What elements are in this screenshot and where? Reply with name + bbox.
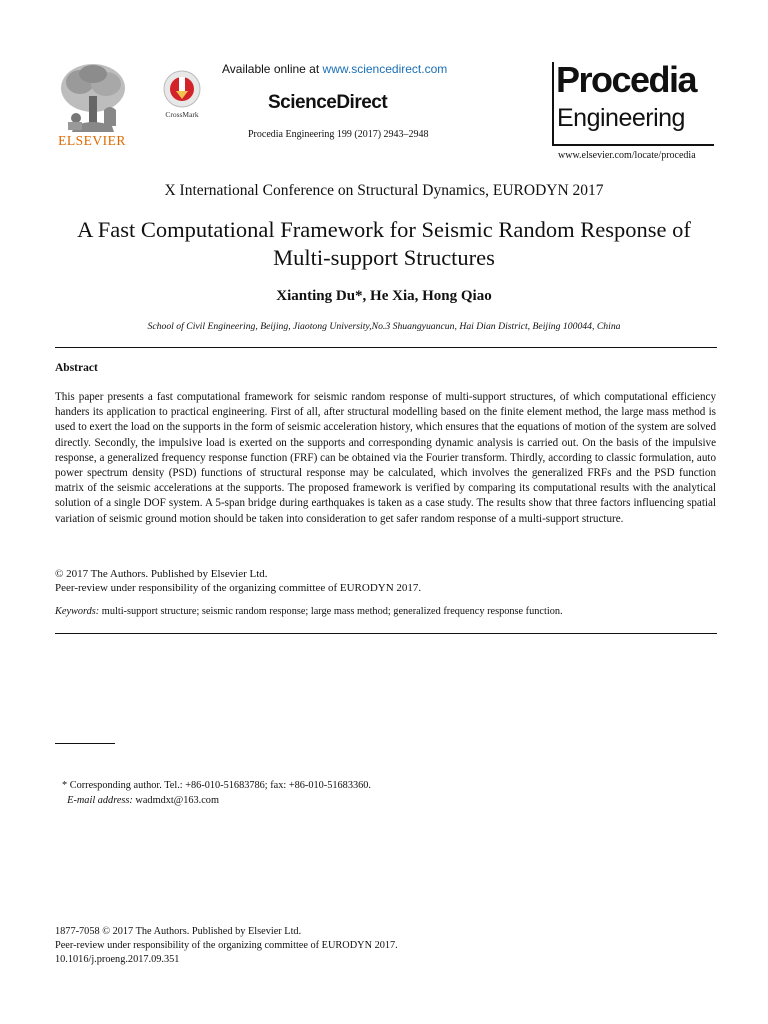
copyright-block	[55, 567, 421, 595]
sciencedirect-link[interactable]: www.sciencedirect.com	[322, 62, 448, 76]
keywords-label: Keywords:	[55, 606, 100, 617]
affiliation: School of Civil Engineering, Beijing, Jiaotong University,No.3 Shuangyuancun, Hai Dian District, Beijing 100044, China	[147, 321, 621, 332]
divider-top	[55, 347, 717, 348]
copyright-line-2: Peer-review under responsibility of the organizing committee of EURODYN 2017.	[55, 582, 422, 594]
journal-url[interactable]: www.elsevier.com/locate/procedia	[558, 150, 696, 161]
corresponding-contact: * Corresponding author. Tel.: +86-010-51683786; fax: +86-010-51683360.	[62, 780, 371, 791]
authors: Xianting Du*, He Xia, Hong Qiao	[276, 288, 492, 304]
available-online	[222, 62, 447, 76]
footnote-rule	[55, 743, 115, 744]
email-address[interactable]: wadmdxt@163.com	[132, 795, 219, 806]
conference-name: X International Conference on Structural Dynamics, EURODYN 2017	[164, 182, 604, 199]
crossmark-label: CrossMark	[165, 110, 199, 119]
crossmark-badge[interactable]	[160, 69, 204, 119]
peer-review-line: Peer-review under responsibility of the organizing committee of EURODYN 2017.	[55, 940, 398, 951]
keywords-text: multi-support structure; seismic random response; large mass method; generalized frequency response function.	[99, 606, 563, 617]
sciencedirect-logo: ScienceDirect	[268, 92, 388, 113]
abstract-body: This paper presents a fast computational framework for seismic random response of multi-support structures, of which computational efficiency handers its application to practical engineering. First of all, after structural modelling based on the finite element method, the large mass method is used to exert the load on the supports in the form of seismic acceleration history, which ensures that the equations of motion of the system are solved directly. Secondly, the impulsive load is exerted on the supports and corresponding dynamic analysis is carried out. On the basis of the impulsive response, a generalized frequency response function (FRF) can be obtained via the Fourier transform. Thirdly, according to classic formulation, auto power spectrum density (PSD) functions of structural response may be calculated, which involves the generalized FRFs and the PSD function matrix of the seismic accelerations at the supports. The proposed framework is verified by comparing its computational results with the analytical solution of a single DOF system. A 5-span bridge during earthquakes is taken as a case study. The results show that three factors influencing spatial variation of seismic ground motion should be taken into consideration to get safer random response of a multi-support structure.	[55, 391, 716, 525]
journal-reference: Procedia Engineering 199 (2017) 2943–2948	[248, 129, 429, 140]
paper-title	[0, 216, 768, 272]
title-line-2: Multi-support Structures	[273, 245, 495, 270]
doi-line[interactable]: 10.1016/j.proeng.2017.09.351	[55, 954, 180, 965]
publication-info	[55, 925, 398, 967]
issn-line: 1877-7058 © 2017 The Authors. Published by Elsevier Ltd.	[55, 926, 302, 937]
procedia-logo-line1: Procedia	[556, 59, 697, 100]
available-prefix: Available online at	[222, 62, 323, 76]
divider-bottom	[55, 633, 717, 634]
email-label: E-mail address:	[67, 795, 133, 806]
procedia-logo-line2: Engineering	[557, 104, 685, 132]
email-line	[62, 793, 371, 808]
corresponding-author-footnote	[62, 778, 371, 808]
copyright-line-1: © 2017 The Authors. Published by Elsevier Ltd.	[55, 568, 268, 580]
title-line-1: A Fast Computational Framework for Seismic Random Response of	[77, 217, 691, 242]
keywords	[55, 606, 563, 617]
crossmark-icon	[162, 69, 202, 109]
abstract-heading: Abstract	[55, 362, 98, 374]
elsevier-wordmark: ELSEVIER	[58, 133, 126, 148]
